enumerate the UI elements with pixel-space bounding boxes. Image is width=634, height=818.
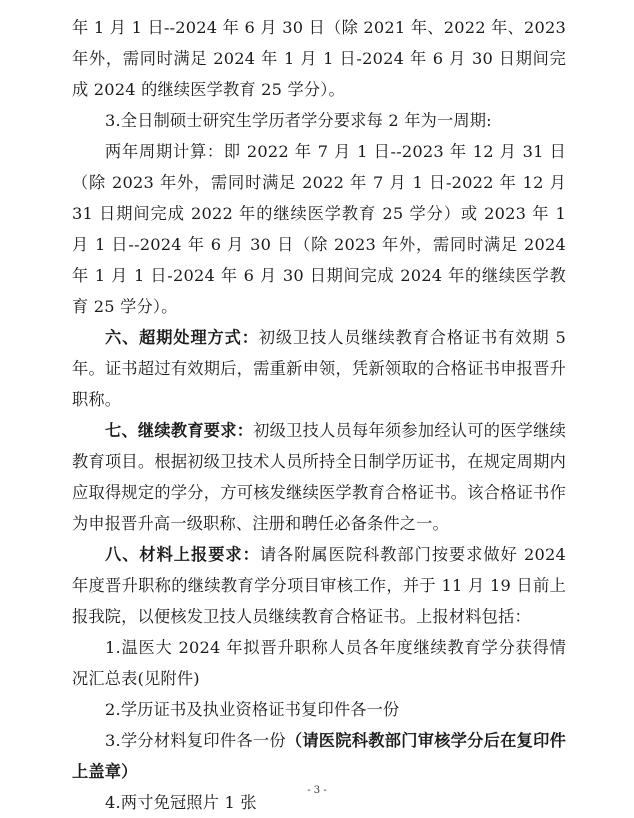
text-run: 3.全日制硕士研究生学历者学分要求每 2 年为一周期: (105, 111, 492, 130)
paragraph-p8 (72, 694, 566, 725)
text-run: 初级卫技人员每年须参加经认可的医学继续教育项目。根据初级卫技术人员所持全日制学历证书，在规定周期内应取得规定的学分，方可核发继续医学教育合格证书。该合格证书作为申报晋升高一级职称、注册和聘任必备条件之一。 (72, 421, 566, 533)
text-run: 3.学分材料复印件各一份 (105, 731, 286, 750)
page-number: - 3 - (307, 785, 327, 796)
paragraph-p6 (72, 539, 566, 632)
paragraph-p9 (72, 725, 566, 787)
text-run: 初级卫技人员继续教育合格证书有效期 5 年。证书超过有效期后，需重新申领，凭新领取的合格证书申报晋升职称。 (72, 328, 566, 409)
text-run: 请各附属医院科教部门按要求做好 2024 年度晋升职称的继续教育学分项目审核工作，并于 11 月 19 日前上报我院，以便核发卫技人员继续教育合格证书。上报材料包括： (72, 545, 566, 626)
document-body (72, 12, 566, 818)
paragraph-p3 (72, 136, 566, 322)
bold-note: （请医院科教部门审核学分后在复印件上盖章） (72, 731, 567, 781)
text-run: 2.学历证书及执业资格证书复印件各一份 (105, 700, 400, 719)
section-heading: 七、继续教育要求： (105, 421, 254, 440)
section-heading: 八、材料上报要求： (105, 545, 260, 564)
text-run: 4.两寸免冠照片 1 张 (105, 793, 257, 812)
paragraph-p4 (72, 322, 566, 415)
text-run: 年 1 月 1 日--2024 年 6 月 30 日（除 2021 年、2022 年、2023 年外，需同时满足 2024 年 1 月 1 日-2024 年 6 月 30 日期间完成 2024 的继续医学教育 25 学分）。 (72, 18, 566, 99)
paragraph-p1 (72, 12, 566, 105)
text-run: 两年周期计算：即 2022 年 7 月 1 日--2023 年 12 月 31 日（除 2023 年外，需同时满足 2022 年 7 月 1 日-2022 年 12 月 31 日期间完成 2022 年的继续医学教育 25 学分）或 2023 年 1 月 1 日--2024 年 6 月 30 日（除 2023 年外，需同时满足 2024 年 1 月 1 日-2024 年 6 月 30 日期间完成 2024 年的继续医学教育 25 学分）。 (72, 142, 566, 316)
paragraph-p2 (72, 105, 566, 136)
section-heading: 六、超期处理方式： (105, 328, 259, 347)
paragraph-p5 (72, 415, 566, 539)
paragraph-p7 (72, 632, 566, 694)
text-run: 1.温医大 2024 年拟晋升职称人员各年度继续教育学分获得情况汇总表(见附件) (72, 638, 566, 688)
